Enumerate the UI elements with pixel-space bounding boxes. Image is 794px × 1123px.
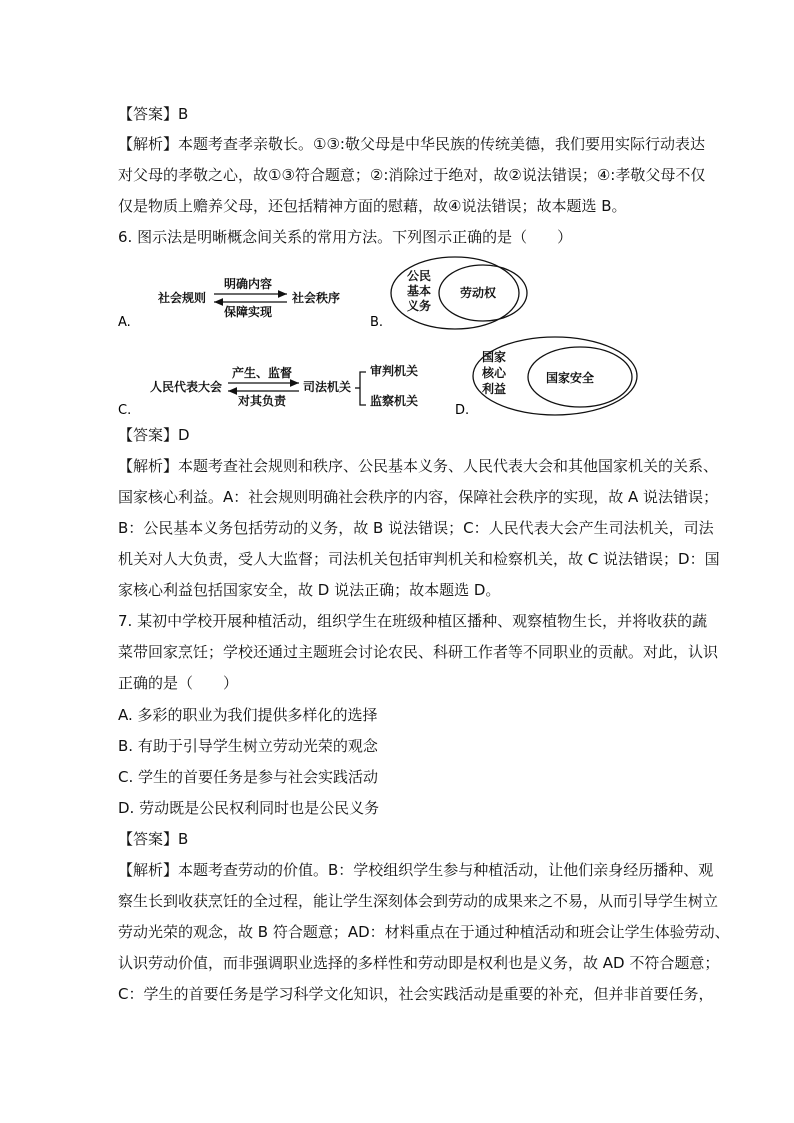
- q6-diagrams: [0, 0, 794, 430]
- option-c-letter: C.: [118, 403, 132, 418]
- q7-option-b: B. 有助于引导学生树立劳动光荣的观念: [118, 737, 378, 755]
- option-c-bracket: [360, 372, 366, 405]
- q7-option-c: C. 学生的首要任务是参与社会实践活动: [118, 768, 379, 786]
- option-b-letter: B.: [370, 315, 384, 330]
- option-b-outer-label: 公民: [407, 269, 432, 283]
- q7-option-d: D. 劳动既是公民权利同时也是公民义务: [118, 799, 380, 817]
- q7-analysis-line: 劳动光荣的观念，故 B 符合题意；AD：材料重点在于通过种植活动和班会让学生体验劳动、: [118, 923, 730, 941]
- option-a-bottom-label: 保障实现: [224, 305, 273, 319]
- q5-analysis-line: 对父母的孝敬之心，故①③符合题意；②:消除过于绝对，故②说法错误；④:孝敬父母不仅: [118, 166, 706, 184]
- option-d-inner-label: 国家安全: [546, 371, 595, 385]
- q6-analysis-line: 国家核心利益。A：社会规则明确社会秩序的内容，保障社会秩序的实现，故 A 说法错误；: [118, 488, 719, 506]
- q7-analysis-line: 察生长到收获烹饪的全过程，能让学生深刻体会到劳动的成果来之不易，从而引导学生树立: [118, 892, 719, 910]
- q5-answer: 【答案】B: [118, 105, 189, 123]
- q7-answer: 【答案】B: [118, 830, 189, 848]
- q7-analysis-line: 【解析】本题考查劳动的价值。B：学校组织学生参与种植活动，让他们亲身经历播种、观: [118, 861, 714, 879]
- q6-analysis-line: B：公民基本义务包括劳动的义务，故 B 说法错误；C：人民代表大会产生司法机关，司法: [118, 519, 714, 537]
- q7-stem-line: 7. 某初中学校开展种植活动，组织学生在班级种植区播种、观察植物生长，并将收获的蔬: [118, 612, 708, 630]
- option-d-outer-label: 利益: [482, 382, 507, 396]
- option-a-top-label: 明确内容: [224, 277, 273, 291]
- q5-analysis-line: 【解析】本题考查孝亲敬长。①③:敬父母是中华民族的传统美德，我们要用实际行动表达: [118, 135, 705, 153]
- q6-analysis-line: 家核心利益包括国家安全，故 D 说法正确；故本题选 D。: [118, 581, 501, 599]
- option-c-top-label: 产生、监督: [232, 366, 293, 380]
- option-c-npc: 人民代表大会: [150, 380, 223, 394]
- option-a-letter: A.: [118, 315, 131, 330]
- option-b-inner-label: 劳动权: [460, 286, 497, 300]
- q7-analysis-line: 认识劳动价值，而非强调职业选择的多样性和劳动即是权利也是义务，故 AD 不符合题意；: [118, 954, 720, 972]
- q7-analysis-line: C：学生的首要任务是学习科学文化知识，社会实践活动是重要的补充，但并非首要任务，: [118, 985, 714, 1003]
- option-a-social-order: 社会秩序: [292, 291, 341, 305]
- q6-answer: 【答案】D: [118, 426, 190, 444]
- q7-stem-line: 菜带回家烹饪；学校还通过主题班会讨论农民、科研工作者等不同职业的贡献。对此，认识: [118, 643, 719, 661]
- option-c-branch-top: 审判机关: [370, 364, 419, 378]
- q7-option-a: A. 多彩的职业为我们提供多样化的选择: [118, 706, 378, 724]
- q6-stem: 6. 图示法是明晰概念间关系的常用方法。下列图示正确的是（ ）: [118, 228, 573, 246]
- option-b-outer-label: 基本: [407, 284, 432, 298]
- option-c-bottom-label: 对其负责: [238, 394, 287, 408]
- option-d-outer-label: 核心: [482, 366, 507, 380]
- q7-stem-line: 正确的是（ ）: [118, 674, 239, 692]
- q6-analysis-line: 机关对人大负责，受人大监督；司法机关包括审判机关和检察机关，故 C 说法错误；D：国: [118, 550, 720, 568]
- option-d-letter: D.: [455, 403, 470, 418]
- option-a-social-rules: 社会规则: [158, 291, 207, 305]
- option-d-outer-label: 国家: [482, 350, 507, 364]
- option-b-outer-label: 义务: [407, 299, 432, 313]
- option-c-branch-bottom: 监察机关: [370, 394, 419, 408]
- option-c-judicial: 司法机关: [303, 380, 352, 394]
- q5-analysis-line: 仅是物质上赡养父母，还包括精神方面的慰藉，故④说法错误；故本题选 B。: [118, 197, 627, 215]
- q6-analysis-line: 【解析】本题考查社会规则和秩序、公民基本义务、人民代表大会和其他国家机关的关系、: [118, 457, 719, 475]
